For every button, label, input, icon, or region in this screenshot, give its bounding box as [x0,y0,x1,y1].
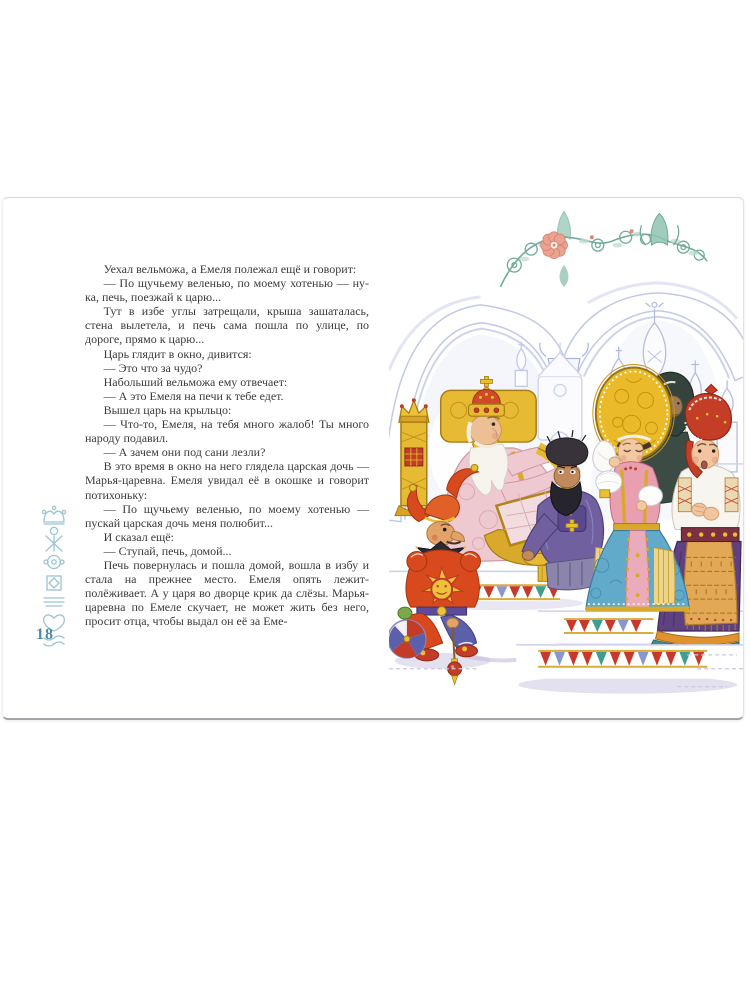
story-paragraph: — Что-то, Емеля, на тебя много жалоб! Ты много народу подавил. [85,417,369,446]
page-number: 18 [36,626,54,643]
pink-flower [541,232,568,259]
arch-crest-ornament [500,211,707,287]
story-paragraph: В это время в окно на него глядела царская дочь — Марья-царевна. Емеля увидал её в окошке и говорит потихоньку: [85,459,369,502]
story-paragraph: Печь повернулась и пошла домой, вошла в избу и стала на прежнее место. Емеля опять лежит-полёживает. А у царя во дворце крик да слёзы. Марья-царевна по Емеле скучает, не может жить без него, просит отца, чтобы выдал он её за Еме- [85,557,369,629]
story-paragraph: — А зачем они под сани лезли? [103,445,266,460]
story-paragraph: — По щучьему веленью, по моему хотенью — ну-ка, печь, поезжай к царю... [85,276,369,305]
story-paragraph: Набольший вельможа ему отвечает: [103,374,288,389]
story-paragraph: Царь глядит в окно, дивится: [103,346,252,361]
story-paragraph: — А это Емеля на печи к тебе едет. [103,388,284,403]
left-page [3,198,389,718]
story-text [85,262,369,628]
story-paragraph: — По щучьему веленью, по моему хотенью — пускай царская дочь меня полюбит... [85,501,369,530]
fairy-tale-illustration [389,200,743,706]
story-paragraph: — Ступай, печь, домой... [103,543,232,558]
book-spread [2,197,744,720]
striped-ball [389,620,426,658]
story-paragraph: Тут в избе углы затрещали, крыша зашаталась, стена вылетела, и печь сама пошла по улице, по дороге, прямо к царю... [85,304,369,347]
story-paragraph: — Это что за чудо? [103,360,203,375]
palace-steps-bottom [389,645,743,694]
story-paragraph: Уехал вельможа, а Емеля полежал ещё и говорит: [103,262,357,276]
right-page [389,198,743,718]
story-paragraph: И сказал ещё: [103,529,174,544]
story-paragraph: Вышел царь на крыльцо: [103,402,232,417]
